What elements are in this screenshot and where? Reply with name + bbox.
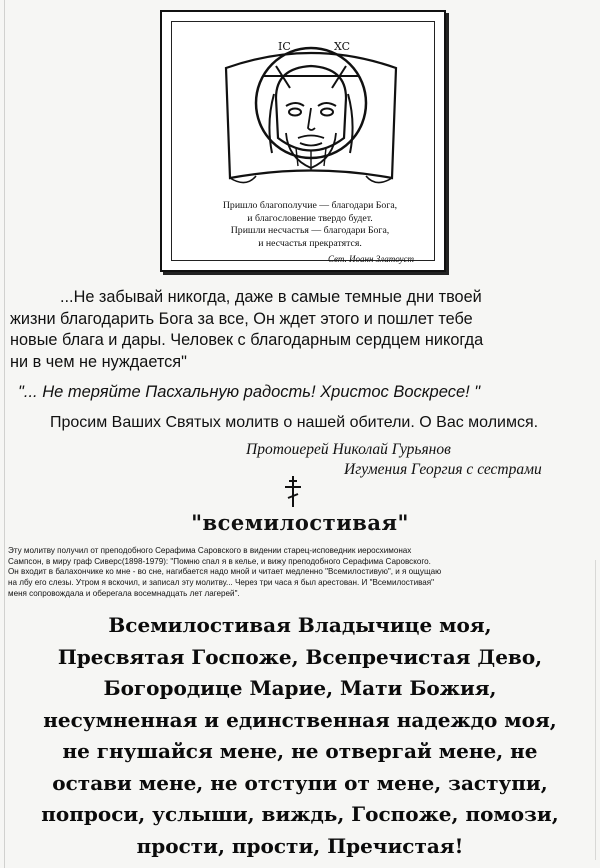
prayer-request: Просим Ваших Святых молитв о нашей обители. О Вас молимся. xyxy=(50,414,539,431)
prayer-title: "всемилостивая" xyxy=(191,510,409,535)
paragraph-line: ...Не забывай никогда, даже в самые темные дни твоей xyxy=(60,288,482,306)
quote-line: Пришли несчастья — благодари Бога, xyxy=(230,225,390,236)
story-line: Сампсон, в миру граф Сиверс(1898-1979): "Помню спал я в келье, и вижу преподобного Серафима Саровского. xyxy=(8,556,431,566)
icon-card xyxy=(160,10,446,272)
prayer-line: Всемилостивая Владычице моя, xyxy=(108,613,492,637)
prayer-line: остави мене, не отступи от мене, заступи, xyxy=(52,770,548,795)
prayer-line: Богородице Марие, Мати Божия, xyxy=(103,676,497,700)
prayer-text xyxy=(0,610,600,862)
quote-line: и благословение твердо будет. xyxy=(247,212,373,224)
main-paragraph xyxy=(10,287,595,373)
orthodox-cross-icon xyxy=(283,474,303,508)
story-line: Он входит в балахончике ко мне - во сне, нагибается надо мной и читает медленно "Всемилостивую", и я ощущаю xyxy=(8,567,442,577)
prayer-line: несумненная и единственная надеждо моя, xyxy=(43,707,557,732)
story-line: меня сопровождала и оберегала восемнадцать лет лагерей". xyxy=(8,588,240,598)
icon-image xyxy=(216,28,406,198)
chrysostom-quote xyxy=(196,200,424,266)
quote-line: Пришло благополучие — благодари Бога, xyxy=(222,200,398,211)
story-line: Эту молитву получил от преподобного Серафима Саровского в видении старец-исповедник иеросхимонах xyxy=(8,546,412,555)
prayer-line: Пресвятая Госпоже, Всепречистая Дево, xyxy=(57,644,543,669)
easter-greeting: "... Не теряйте Пасхальную радость! Христос Воскресе! " xyxy=(18,383,481,401)
prayer-origin-story xyxy=(8,546,598,600)
prayer-line: прости, прости, Пречистая! xyxy=(136,833,464,858)
prayer-line: не гнушайся мене, не отвергай мене, не xyxy=(62,739,538,763)
svg-text:XC: XC xyxy=(334,40,351,53)
paragraph-line: новые блага и дары. Человек с благодарным сердцем никогда xyxy=(10,331,484,349)
icon-card-frame xyxy=(171,21,435,264)
svg-text:IC: IC xyxy=(278,40,291,53)
paragraph-line: ни в чем не нуждается" xyxy=(10,352,187,371)
quote-line: и несчастья прекратятся. xyxy=(258,237,362,249)
signature-abbess: Игумения Георгия с сестрами xyxy=(344,461,542,478)
signature-priest: Протоиерей Николай Гурьянов xyxy=(246,441,451,458)
story-line: на лбу его слезы. Утром я вскочил, и записал эту молитву... Через три часа я был арестован. И "Всемилостивая" xyxy=(8,578,435,588)
prayer-line: попроси, услыши, виждь, Госпоже, помози, xyxy=(41,802,559,826)
paragraph-line: жизни благодарить Бога за все, Он ждет этого и пошлет тебе xyxy=(10,309,473,328)
quote-author: Свт. Иоанн Златоуст xyxy=(328,254,414,264)
